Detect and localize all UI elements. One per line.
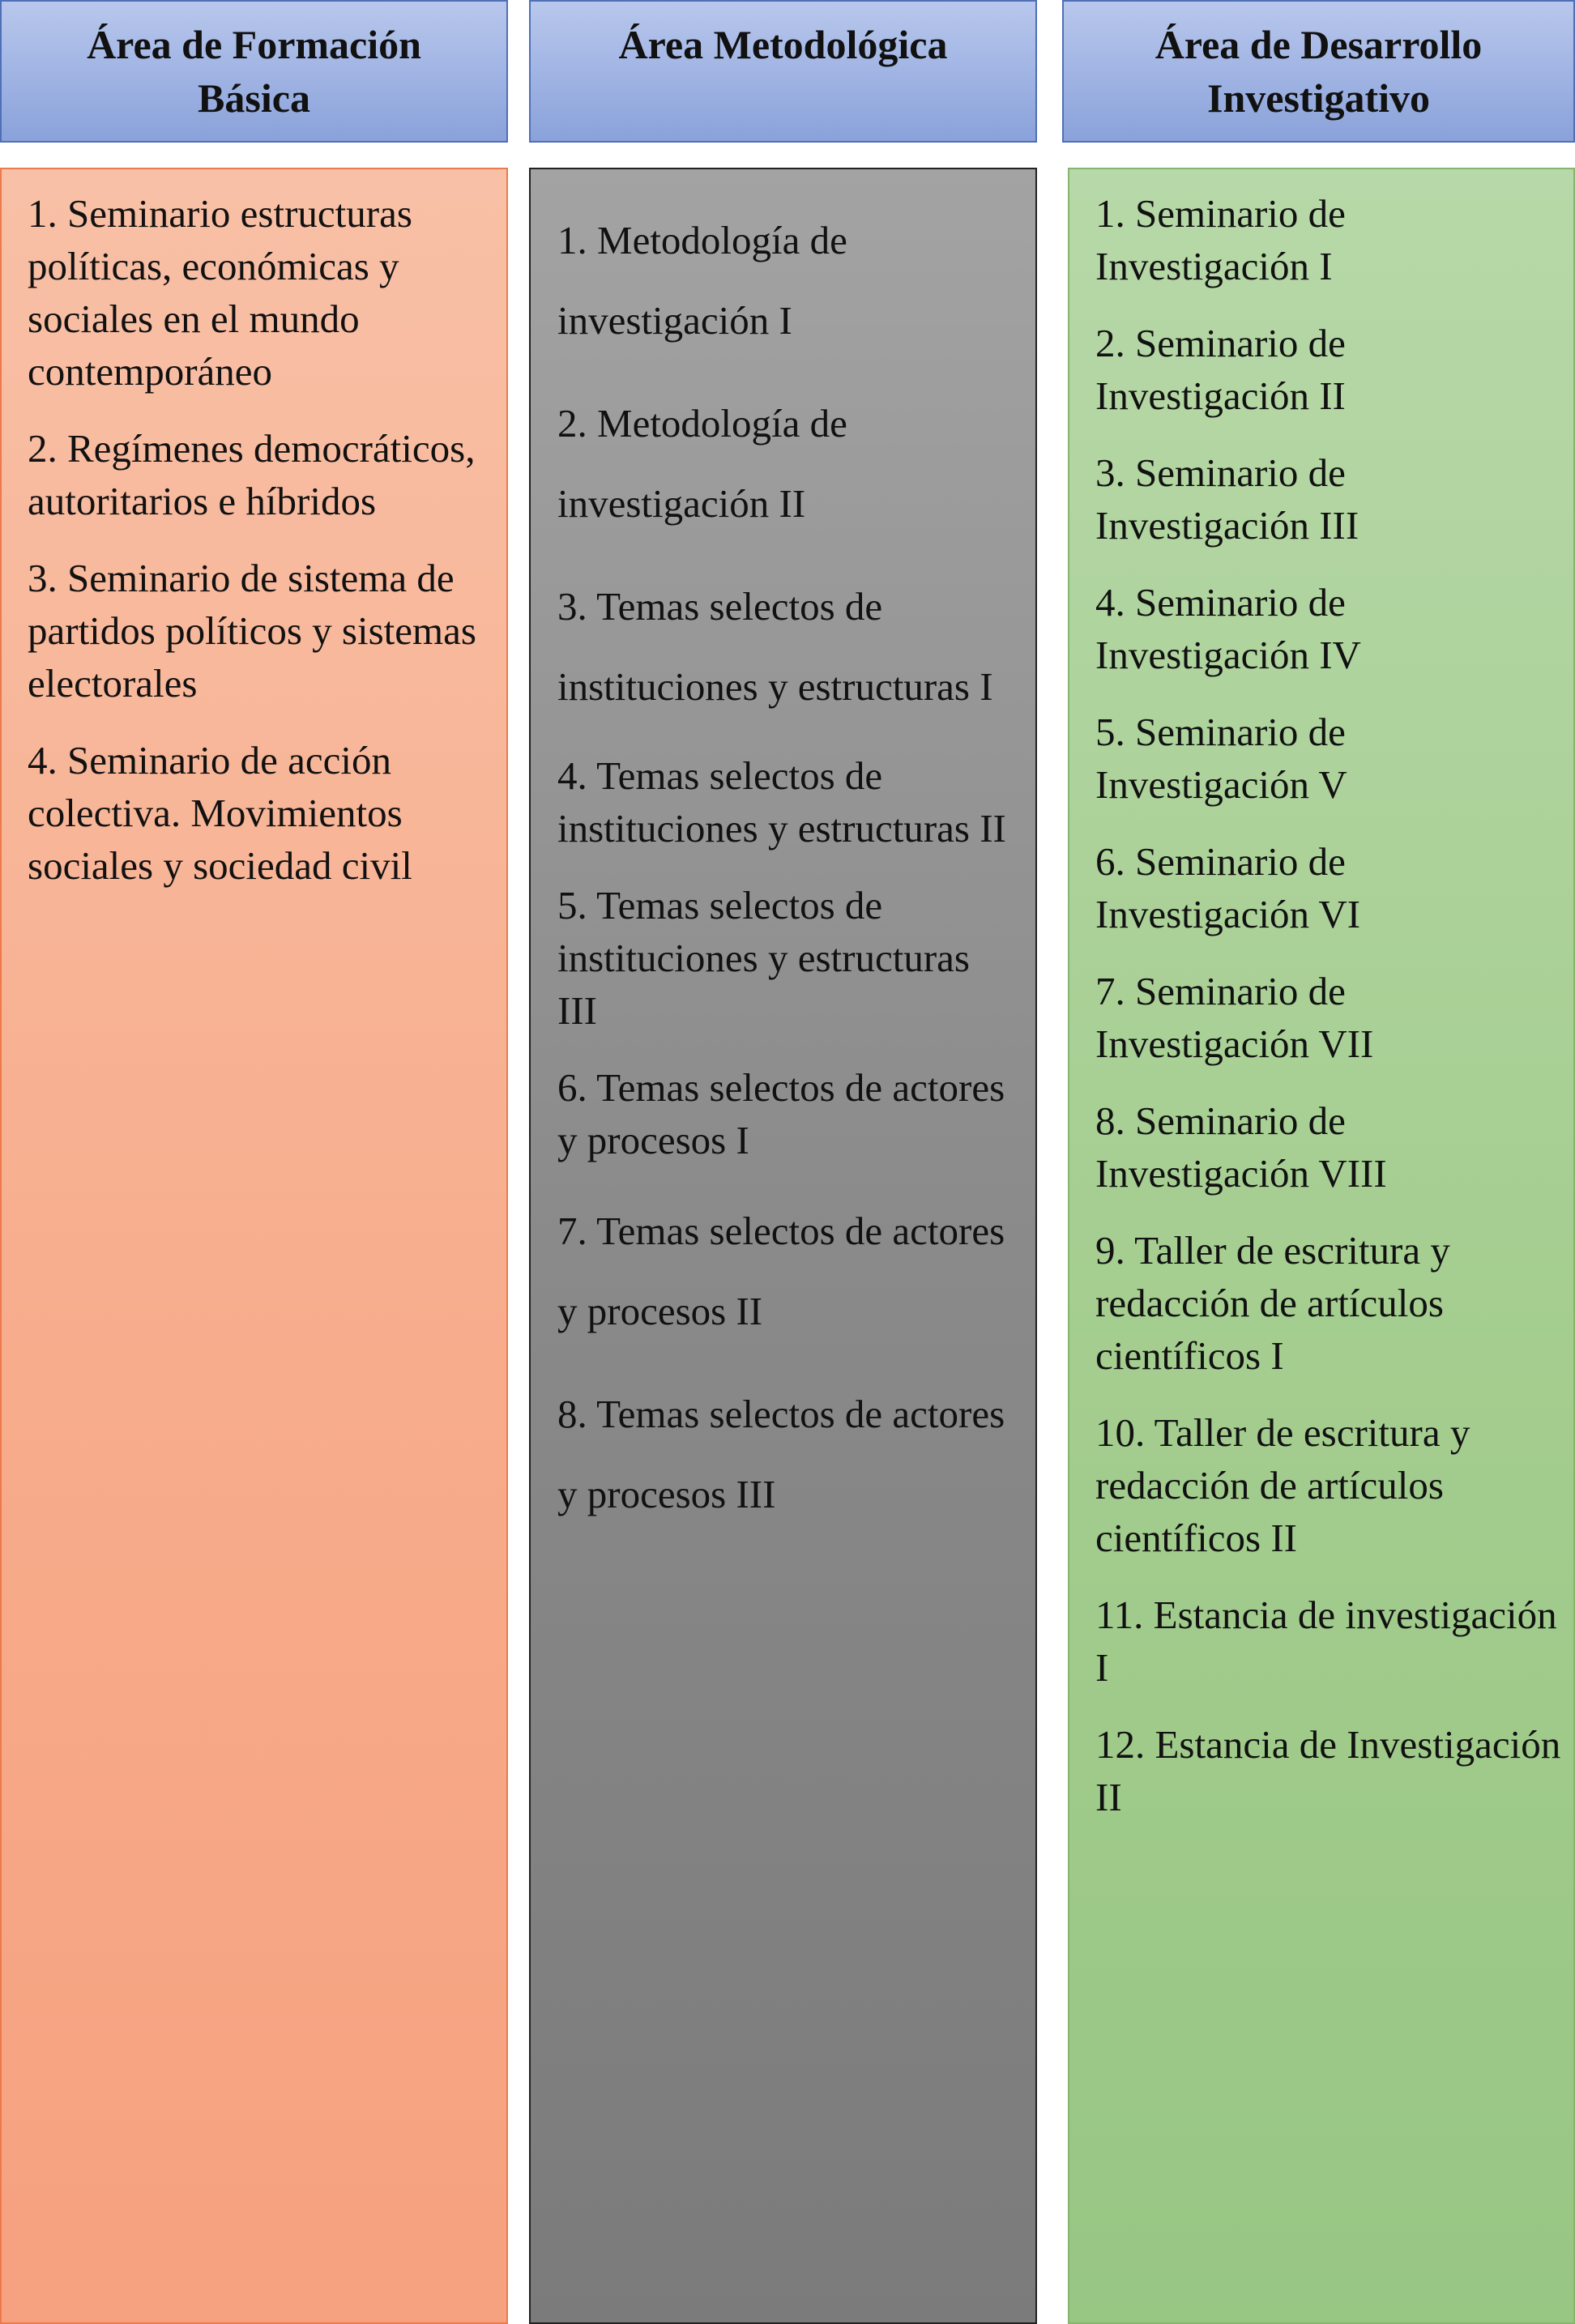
list-item: 10. Taller de escritura y redacción de artículos científicos II	[1095, 1410, 1470, 1560]
header-methodological	[529, 0, 1037, 143]
header-research-label: Área de Desarrollo Investigativo	[1155, 22, 1483, 121]
list-item: 2. Metodología de investigación II	[557, 401, 847, 526]
list-item: 7. Temas selectos de actores y procesos II	[557, 1209, 1005, 1333]
list-item: 9. Taller de escritura y redacción de artículos científicos I	[1095, 1228, 1450, 1378]
list-item: 3. Seminario de sistema de partidos políticos y sistemas electorales	[28, 556, 476, 706]
column-basic	[0, 168, 508, 2324]
list-item: 7. Seminario de Investigación VII	[1095, 969, 1374, 1066]
header-methodological-label: Área Metodológica	[618, 22, 948, 67]
list-item: 1. Metodología de investigación I	[557, 218, 847, 343]
list-item: 8. Temas selectos de actores y procesos III	[557, 1392, 1005, 1516]
list-item: 2. Seminario de Investigación II	[1095, 321, 1346, 418]
list-item: 6. Temas selectos de actores y procesos I	[557, 1065, 1005, 1162]
list-item: 4. Temas selectos de instituciones y estructuras II	[557, 753, 1006, 851]
header-basic-label: Área de Formación Básica	[87, 22, 421, 121]
list-item: 2. Regímenes democráticos, autoritarios e híbridos	[28, 426, 476, 523]
list-item: 8. Seminario de Investigación VIII	[1095, 1098, 1387, 1196]
list-item: 5. Seminario de Investigación V	[1095, 710, 1347, 807]
list-item: 11. Estancia de investigación I	[1095, 1593, 1557, 1690]
header-basic	[0, 0, 508, 143]
column-methodological	[529, 168, 1037, 2324]
list-item: 6. Seminario de Investigación VI	[1095, 839, 1361, 936]
list-item: 1. Seminario de Investigación I	[1095, 191, 1346, 288]
header-research	[1062, 0, 1575, 143]
list-item: 12. Estancia de Investigación II	[1095, 1722, 1561, 1819]
list-item: 5. Temas selectos de instituciones y estructuras III	[557, 883, 970, 1033]
list-item: 3. Temas selectos de instituciones y estructuras I	[557, 584, 993, 709]
list-item: 3. Seminario de Investigación III	[1095, 450, 1359, 548]
list-item: 4. Seminario de acción colectiva. Movimientos sociales y sociedad civil	[28, 738, 412, 888]
column-research	[1068, 168, 1575, 2324]
list-item: 1. Seminario estructuras políticas, económicas y sociales en el mundo contemporáneo	[28, 191, 412, 394]
list-item: 4. Seminario de Investigación IV	[1095, 580, 1361, 677]
